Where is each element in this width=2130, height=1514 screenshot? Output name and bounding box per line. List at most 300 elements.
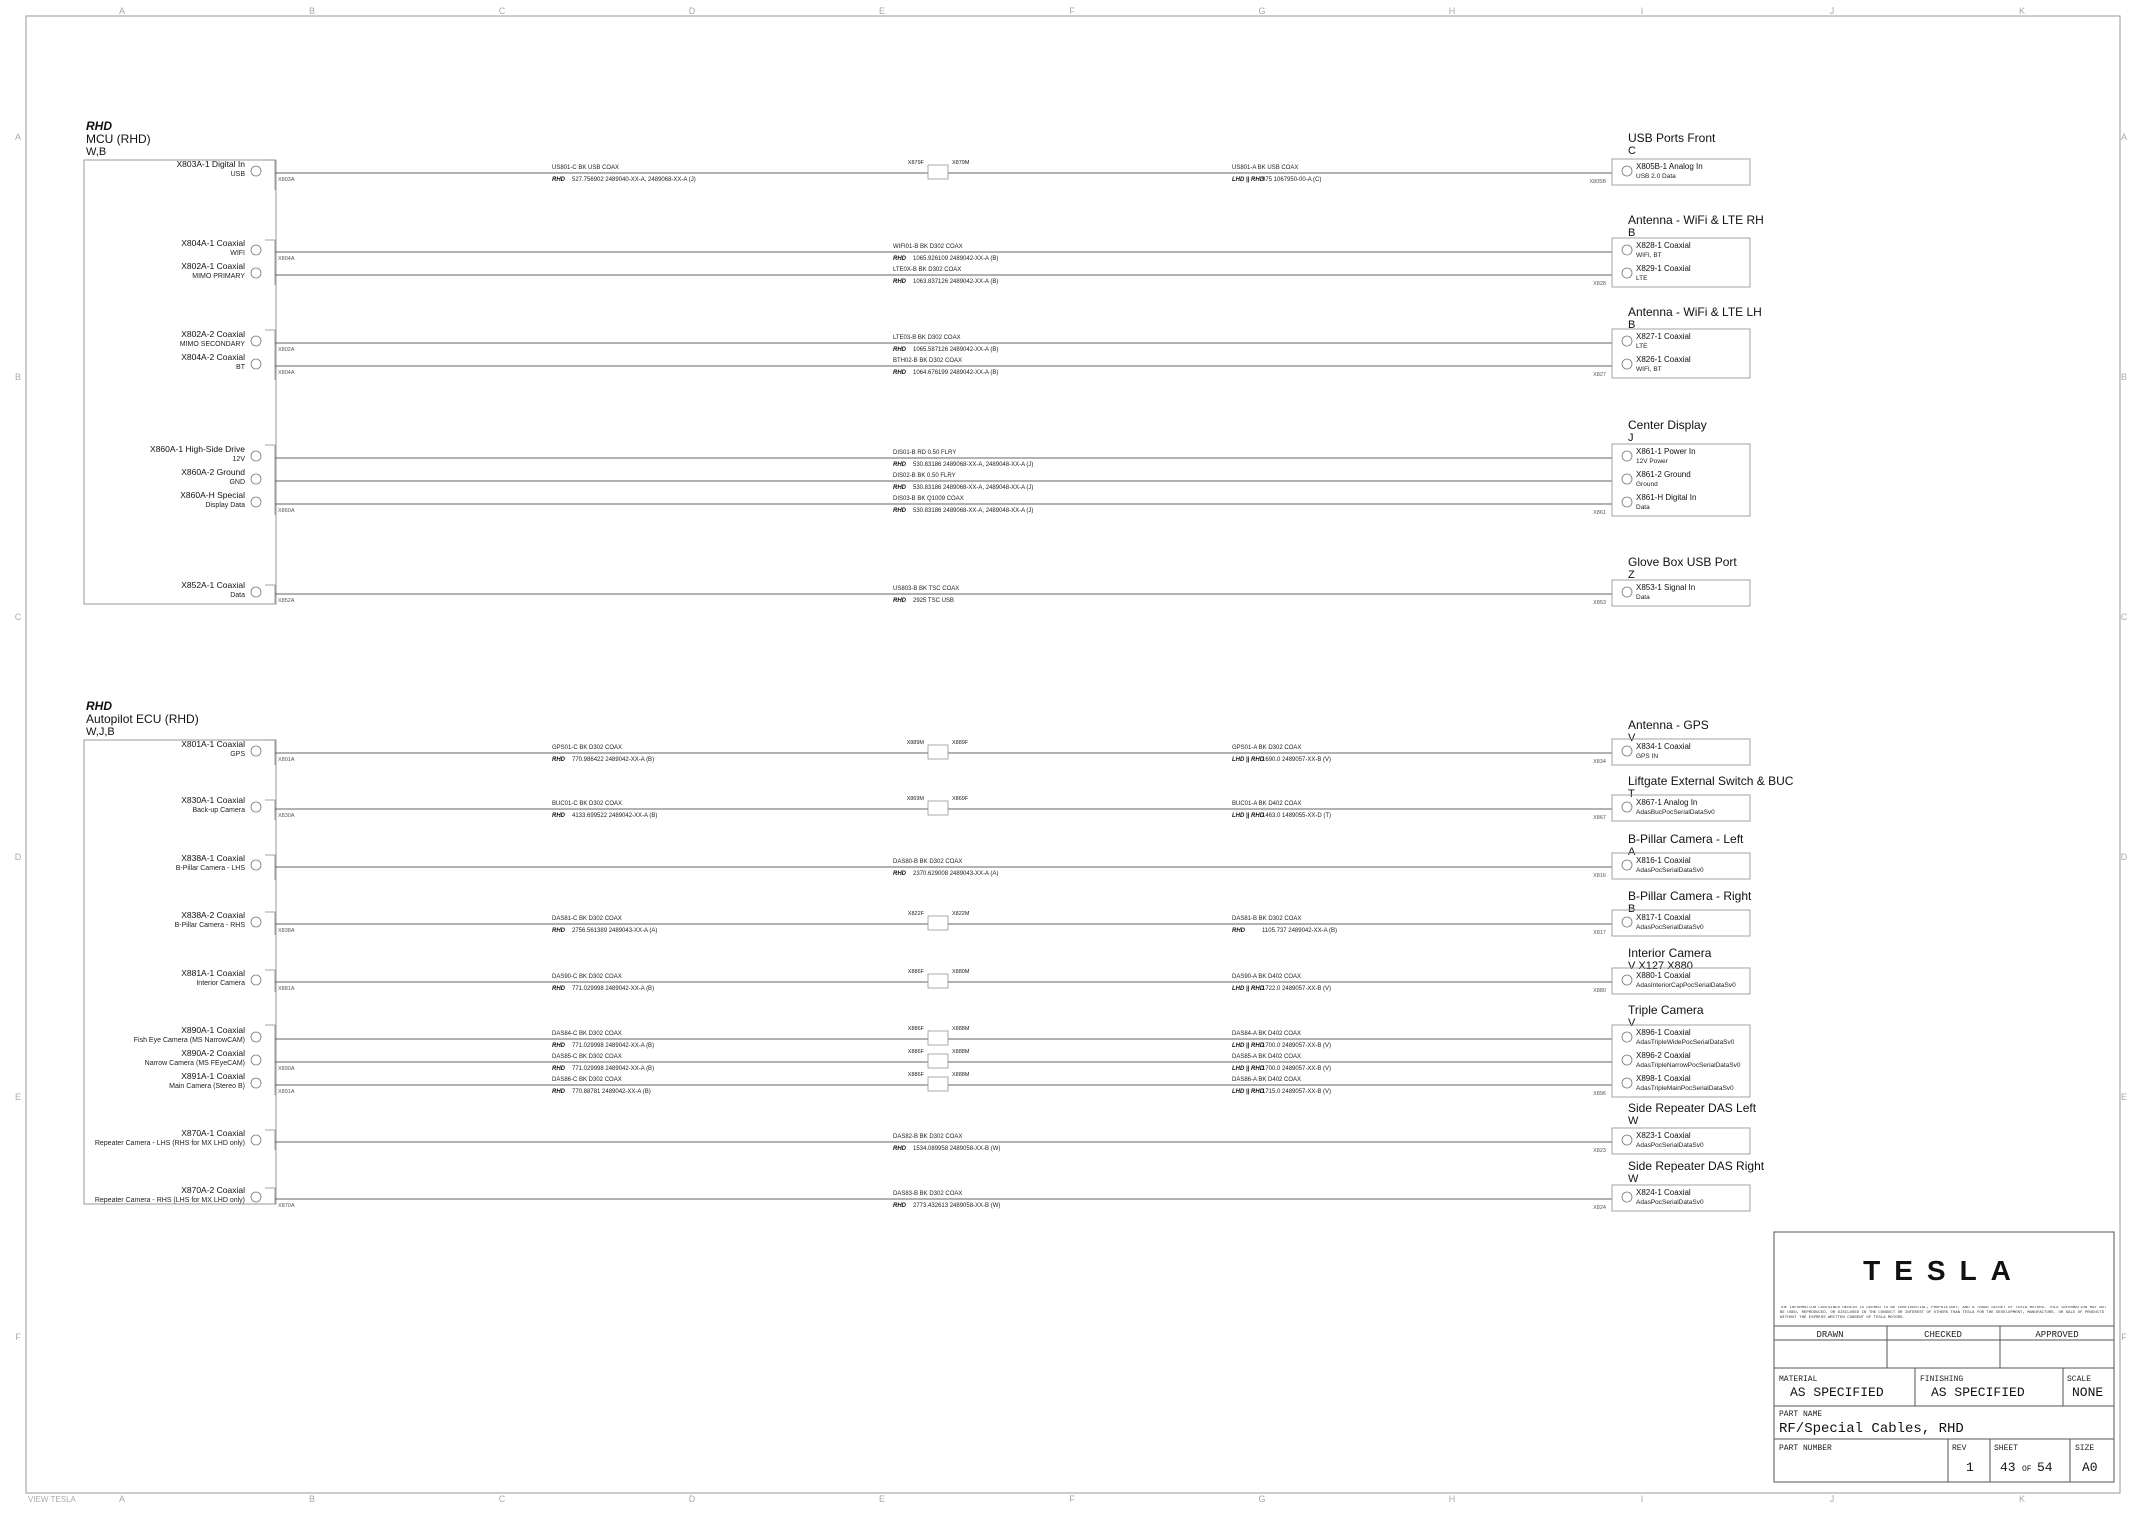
grid-col-label: I: [1640, 6, 1644, 16]
left-pin-id: X890A-1 Coaxial: [181, 1025, 245, 1035]
component-title: Liftgate External Switch & BUC: [1628, 774, 1794, 788]
connector-bracket: [265, 1188, 275, 1204]
wire-harness-info: 1065.587126 2489042-XX-A (B): [913, 347, 999, 353]
right-pin-terminal: [1622, 860, 1632, 870]
inline-connector-id: X879M: [952, 160, 970, 166]
grid-col-label: E: [878, 1494, 886, 1504]
left-connector-id: X891A: [278, 1089, 295, 1095]
inline-connector-id: X822F: [907, 911, 924, 917]
grid-row-label: A: [2120, 132, 2128, 142]
wires: [275, 160, 1612, 1209]
right-components: [1589, 131, 1793, 1211]
left-pin-function: Repeater Camera - RHS (LHS for MX LHD only): [94, 1197, 245, 1204]
right-connector-id: X853: [1593, 600, 1606, 606]
grid-row-label: E: [14, 1092, 22, 1102]
right-connector-id: X823: [1593, 1148, 1606, 1154]
sheet-total: 54: [2037, 1460, 2053, 1475]
material-label: MATERIAL: [1779, 1375, 1818, 1384]
wire-harness-info: 530.83186 2489068-XX-A, 2489048-XX-A (J): [913, 462, 1034, 468]
left-connector-id: X838A: [278, 928, 295, 934]
grid-col-label: E: [878, 6, 886, 16]
wire-spec: GPS01-A BK D302 COAX: [1232, 745, 1302, 751]
wire-spec: US801-A BK USB COAX: [1232, 165, 1299, 171]
wire-harness-info: 770.88781 2489042-XX-A (B): [572, 1089, 651, 1095]
wire-harness-tag: LHD || RHD: [1232, 986, 1265, 992]
component-location: B: [1628, 227, 1636, 239]
size-value: A0: [2082, 1460, 2098, 1475]
right-pin-id: X816-1 Coaxial: [1636, 856, 1691, 865]
wire-harness-tag: LHD || RHD: [1232, 1089, 1265, 1095]
right-pin-id: X824-1 Coaxial: [1636, 1188, 1691, 1197]
grid-col-label: B: [308, 6, 316, 16]
grid-col-label: F: [1069, 6, 1075, 16]
wire-harness-info: 530.83186 2489068-XX-A, 2489048-XX-A (J): [913, 508, 1034, 514]
wire-harness-tag: RHD: [893, 1203, 906, 1209]
wire-spec: GPS01-C BK D302 COAX: [552, 745, 623, 751]
right-pin-function: Data: [1636, 504, 1650, 511]
tesla-logo: TESLA: [1863, 1255, 2025, 1286]
component-title: B-Pillar Camera - Right: [1628, 889, 1752, 903]
wire-harness-info: 1700.0 2489057-XX-B (V): [1262, 1043, 1332, 1049]
left-pin-id: X802A-2 Coaxial: [181, 329, 245, 339]
left-pin-terminal: [251, 359, 261, 369]
left-pin-id: X838A-2 Coaxial: [181, 910, 245, 920]
left-pin-id: X802A-1 Coaxial: [181, 261, 245, 271]
left-pin-terminal: [251, 975, 261, 985]
right-pin-function: AdasPocSerialDataSv0: [1636, 924, 1704, 931]
connector-bracket: [265, 740, 275, 765]
inline-connector: [928, 1077, 948, 1091]
left-pin-id: X881A-1 Coaxial: [181, 968, 245, 978]
grid-row-label: D: [14, 852, 22, 862]
inline-connector: [928, 916, 948, 930]
left-pin-function: Interior Camera: [196, 980, 245, 987]
left-pin-function: USB: [230, 171, 245, 178]
right-pin-terminal: [1622, 245, 1632, 255]
wire-harness-tag: RHD: [893, 508, 906, 514]
wire-harness-info: 2370.629008 2489043-XX-A (A): [913, 871, 999, 877]
left-pin-function: Repeater Camera - LHS (RHS for MX LHD only): [94, 1140, 245, 1147]
left-pin-terminal: [251, 587, 261, 597]
wire-harness-tag: RHD: [552, 986, 565, 992]
grid-row-label: B: [2120, 372, 2128, 382]
right-pin-id: X827-1 Coaxial: [1636, 332, 1691, 341]
connector-bracket: [265, 970, 275, 992]
right-pin-id: X896-1 Coaxial: [1636, 1028, 1691, 1037]
left-pin-terminal: [251, 497, 261, 507]
left-pin-function: GND: [229, 479, 245, 486]
wire-harness-info: 1715.0 2489057-XX-B (V): [1262, 1089, 1332, 1095]
right-pin-function: AdasInteriorCapPocSerialDataSv0: [1636, 982, 1736, 989]
wire-spec: BUC01-C BK D302 COAX: [552, 801, 623, 807]
inline-connector: [928, 1031, 948, 1045]
right-pin-function: AdasPocSerialDataSv0: [1636, 1142, 1704, 1149]
grid-col-label: D: [688, 1494, 696, 1504]
wire-spec: LTE03-B BK D302 COAX: [893, 335, 961, 341]
left-connector-id: X803A: [278, 177, 295, 183]
wire-harness-tag: LHD || RHD: [1232, 177, 1265, 183]
component-location: W: [1628, 1115, 1639, 1127]
left-pin-id: X830A-1 Coaxial: [181, 795, 245, 805]
inline-connector-id: X869M: [906, 796, 924, 802]
wire-harness-info: 1463.0 1489055-XX-D (T): [1262, 813, 1332, 819]
left-pin-terminal: [251, 336, 261, 346]
grid-col-label: G: [1258, 6, 1266, 16]
left-pin-id: X860A-2 Ground: [181, 467, 245, 477]
inline-connector-id: X879F: [907, 160, 924, 166]
wire-harness-tag: RHD: [552, 1066, 565, 1072]
rev-label: REV: [1952, 1444, 1967, 1453]
left-pin-terminal: [251, 746, 261, 756]
connector-bracket: [265, 1130, 275, 1150]
left-connector-id: X860A: [278, 508, 295, 514]
left-pin-terminal: [251, 1192, 261, 1202]
wire-spec: DAS86-C BK D302 COAX: [552, 1077, 622, 1083]
sheet-label: SHEET: [1994, 1444, 2019, 1453]
scale-label: SCALE: [2067, 1375, 2092, 1384]
wire-spec: DAS86-A BK D402 COAX: [1232, 1077, 1302, 1083]
left-pin-function: B-Pillar Camera - RHS: [174, 922, 245, 929]
connector-bracket: [265, 160, 275, 190]
component-location: T: [1628, 788, 1635, 800]
confidential-notice: THE INFORMATION CONTAINED HEREIN IS DEEMED TO BE CONFIDENTIAL, PROPRIETARY, AND A TRADE SECRET OF TESLA MOTORS. THIS INFORMATION MAY NOT BE USED, REPRODUCED, OR DISCLOSED IN THE CONDUCT OR INTEREST OF OTHERS THAN TESLA FOR THE DEVELOPMENT, MANUFACTURE, OR SALE OF PRODUCTS WITHOUT THE EXPRESS WRITTEN CONSENT OF TESLA MOTORS.: [1780, 1306, 2107, 1320]
section-tag: RHD: [86, 699, 112, 713]
grid-col-label: H: [1448, 6, 1456, 16]
left-connector-id: X852A: [278, 598, 295, 604]
right-connector-id: X834: [1593, 759, 1606, 765]
right-pin-function: GPS IN: [1636, 753, 1659, 760]
wire-harness-info: 527.756902 2489040-XX-A, 2489068-XX-A (J): [572, 177, 696, 183]
wire-harness-info: 1690.0 2489057-XX-B (V): [1262, 757, 1332, 763]
wire-harness-tag: RHD: [893, 256, 906, 262]
wire-harness-tag: RHD: [893, 598, 906, 604]
wire-harness-info: 2925 TSC USB: [913, 598, 954, 604]
section-autopilot: [86, 699, 199, 738]
section-title: Autopilot ECU (RHD): [86, 712, 199, 726]
right-pin-function: AdasTripleNarrowPocSerialDataSv0: [1636, 1062, 1741, 1069]
wire-harness-tag: LHD || RHD: [1232, 757, 1265, 763]
right-pin-id: X817-1 Coaxial: [1636, 913, 1691, 922]
right-connector-id: X824: [1593, 1205, 1606, 1211]
component-title: Side Repeater DAS Left: [1628, 1101, 1757, 1115]
inline-connector-id: X888M: [952, 1049, 970, 1055]
component-location: V X127 X880: [1628, 960, 1693, 972]
right-pin-terminal: [1622, 1135, 1632, 1145]
component-title: Glove Box USB Port: [1628, 555, 1737, 569]
wire-spec: DIS01-B RD 0.50 FLRY: [893, 450, 957, 456]
component-title: USB Ports Front: [1628, 131, 1716, 145]
left-connector-id: X830A: [278, 813, 295, 819]
wire-spec: DIS03-B BK Q1009 COAX: [893, 496, 964, 502]
wire-spec: DAS81-B BK D302 COAX: [1232, 916, 1302, 922]
left-pin-terminal: [251, 860, 261, 870]
left-pin-terminal: [251, 1032, 261, 1042]
right-pin-terminal: [1622, 268, 1632, 278]
approved-label: APPROVED: [2035, 1330, 2079, 1340]
right-connector-id: X896: [1593, 1091, 1606, 1097]
right-pin-id: X861-2 Ground: [1636, 470, 1691, 479]
wire-harness-tag: RHD: [552, 1043, 565, 1049]
left-pin-terminal: [251, 166, 261, 176]
left-pin-id: X852A-1 Coaxial: [181, 580, 245, 590]
grid-row-label: C: [14, 612, 22, 622]
wire-spec: DAS83-B BK D302 COAX: [893, 1191, 963, 1197]
connector-bracket: [265, 240, 275, 285]
wire-harness-tag: RHD: [552, 757, 565, 763]
left-connector-id: X890A: [278, 1066, 295, 1072]
right-pin-function: WIFI, BT: [1636, 366, 1662, 373]
right-pin-id: X828-1 Coaxial: [1636, 241, 1691, 250]
section-mcu: [86, 119, 151, 158]
right-pin-function: AdasTripleMainPocSerialDataSv0: [1636, 1085, 1734, 1092]
right-pin-terminal: [1622, 802, 1632, 812]
wire-harness-info: 771.029998 2489042-XX-A (B): [572, 1066, 655, 1072]
component-location: Z: [1628, 569, 1635, 581]
left-pin-function: Narrow Camera (MS FEyeCAM): [144, 1060, 245, 1067]
right-pin-id: X823-1 Coaxial: [1636, 1131, 1691, 1140]
wire-harness-tag: LHD || RHD: [1232, 1066, 1265, 1072]
grid-col-label: I: [1640, 1494, 1644, 1504]
right-pin-terminal: [1622, 1032, 1632, 1042]
right-pin-terminal: [1622, 917, 1632, 927]
component-title: Center Display: [1628, 418, 1707, 432]
left-pin-id: X803A-1 Digital In: [176, 159, 245, 169]
left-pin-id: X860A-H Special: [180, 490, 245, 500]
right-pin-id: X834-1 Coaxial: [1636, 742, 1691, 751]
right-pin-id: X861-1 Power In: [1636, 447, 1696, 456]
left-pin-terminal: [251, 1055, 261, 1065]
sheet-number: 43: [2000, 1460, 2016, 1475]
left-pin-terminal: [251, 268, 261, 278]
component-location: J: [1628, 432, 1634, 444]
right-pin-terminal: [1622, 1192, 1632, 1202]
left-pin-id: X860A-1 High-Side Drive: [150, 444, 245, 454]
connector-bracket: [265, 1025, 275, 1095]
wire-harness-info: 2773.432613 2489058-XX-B (W): [913, 1203, 1001, 1209]
section-location: W,B: [86, 146, 107, 158]
grid-col-label: H: [1448, 1494, 1456, 1504]
grid-col-label: C: [498, 6, 506, 16]
component-location: V: [1628, 1017, 1636, 1029]
wire-harness-tag: RHD: [893, 347, 906, 353]
wire-harness-info: 4133.699522 2489042-XX-A (B): [572, 813, 658, 819]
component-title: Interior Camera: [1628, 946, 1712, 960]
grid-row-label: F: [15, 1332, 21, 1342]
wire-harness-info: 530.83186 2489068-XX-A, 2489048-XX-A (J): [913, 485, 1034, 491]
left-pin-terminal: [251, 451, 261, 461]
wire-harness-info: 771.029998 2489042-XX-A (B): [572, 986, 655, 992]
wire-harness-info: 1065.926109 2489042-XX-A (B): [913, 256, 999, 262]
wire-harness-tag: LHD || RHD: [1232, 813, 1265, 819]
component-title: B-Pillar Camera - Left: [1628, 832, 1744, 846]
right-pin-function: AdasPocSerialDataSv0: [1636, 867, 1704, 874]
wire-spec: DAS84-C BK D302 COAX: [552, 1031, 622, 1037]
wire-spec: WIFI01-B BK D302 COAX: [893, 244, 963, 250]
right-pin-function: USB 2.0 Data: [1636, 173, 1676, 180]
inline-connector-id: X886F: [907, 1049, 924, 1055]
right-pin-id: X826-1 Coaxial: [1636, 355, 1691, 364]
component-title: Antenna - WiFi & LTE RH: [1628, 213, 1764, 227]
right-pin-function: Ground: [1636, 481, 1658, 488]
component-title: Triple Camera: [1628, 1003, 1704, 1017]
right-pin-id: X805B-1 Analog In: [1636, 162, 1703, 171]
wire-spec: BTH02-B BK D302 COAX: [893, 358, 963, 364]
left-connector-id: X870A: [278, 1203, 295, 1209]
right-pin-terminal: [1622, 975, 1632, 985]
component-location: B: [1628, 319, 1636, 331]
wire-harness-tag: RHD: [552, 177, 565, 183]
wire-harness-tag: RHD: [552, 1089, 565, 1095]
wire-harness-info: 1064.676199 2489042-XX-A (B): [913, 370, 999, 376]
wire-spec: DAS80-B BK D302 COAX: [893, 859, 963, 865]
part-name-label: PART NAME: [1779, 1410, 1823, 1419]
wire-harness-tag: LHD || RHD: [1232, 1043, 1265, 1049]
right-pin-terminal: [1622, 1055, 1632, 1065]
wire-spec: BUC01-A BK D402 COAX: [1232, 801, 1302, 807]
inline-connector-id: X869F: [952, 796, 969, 802]
size-label: SIZE: [2075, 1444, 2095, 1453]
wire-spec: DAS90-A BK D402 COAX: [1232, 974, 1302, 980]
right-connector-id: X828: [1593, 281, 1606, 287]
mcu-module-box: [84, 160, 276, 604]
right-pin-function: LTE: [1636, 343, 1648, 350]
drawn-label: DRAWN: [1816, 1330, 1844, 1340]
right-pin-terminal: [1622, 166, 1632, 176]
right-pin-terminal: [1622, 1078, 1632, 1088]
material-value: AS SPECIFIED: [1790, 1385, 1884, 1400]
wire-spec: US801-C BK USB COAX: [552, 165, 620, 171]
grid-col-label: A: [118, 6, 126, 16]
wire-harness-tag: RHD: [893, 370, 906, 376]
inline-connector-id: X886F: [907, 1072, 924, 1078]
component-title: Antenna - GPS: [1628, 718, 1709, 732]
right-pin-terminal: [1622, 746, 1632, 756]
wire-spec: DIS02-B BK 0.50 FLRY: [893, 473, 956, 479]
right-pin-id: X898-1 Coaxial: [1636, 1074, 1691, 1083]
inline-connector: [928, 165, 948, 179]
left-pin-function: WIFI: [230, 250, 245, 257]
right-pin-function: LTE: [1636, 275, 1648, 282]
wire-harness-tag: RHD: [552, 813, 565, 819]
section-tag: RHD: [86, 119, 112, 133]
wire-spec: US803-B BK TSC COAX: [893, 586, 960, 592]
component-location: B: [1628, 903, 1636, 915]
connector-bracket: [265, 445, 275, 515]
inline-connector-id: X886F: [907, 1026, 924, 1032]
left-pin-terminal: [251, 474, 261, 484]
left-connector-id: X804A: [278, 370, 295, 376]
sheet-of: OF: [2022, 1465, 2032, 1474]
right-pin-function: AdasPocSerialDataSv0: [1636, 1199, 1704, 1206]
grid-col-label: G: [1258, 1494, 1266, 1504]
inline-connector: [928, 801, 948, 815]
rev-value: 1: [1966, 1460, 1974, 1475]
component-location: A: [1628, 846, 1636, 858]
grid-row-label: B: [14, 372, 22, 382]
scale-value: NONE: [2072, 1385, 2104, 1400]
right-connector-id: X861: [1593, 510, 1606, 516]
finishing-label: FINISHING: [1920, 1375, 1964, 1384]
left-pin-function: Data: [230, 592, 245, 599]
right-connector-id: X880: [1593, 988, 1606, 994]
connector-bracket: [265, 912, 275, 935]
left-pin-function: GPS: [230, 751, 245, 758]
wire-spec: DAS82-B BK D302 COAX: [893, 1134, 963, 1140]
left-pin-function: Back-up Camera: [192, 807, 245, 814]
section-location: W,J,B: [86, 726, 115, 738]
wire-harness-tag: RHD: [893, 485, 906, 491]
wire-spec: DAS81-C BK D302 COAX: [552, 916, 622, 922]
right-pin-terminal: [1622, 497, 1632, 507]
right-pin-terminal: [1622, 451, 1632, 461]
left-pin-terminal: [251, 917, 261, 927]
connector-bracket: [265, 330, 275, 380]
right-pin-id: X853-1 Signal In: [1636, 583, 1696, 592]
right-pin-function: 12V Power: [1636, 458, 1668, 465]
left-pin-id: X801A-1 Coaxial: [181, 739, 245, 749]
left-connector-id: X881A: [278, 986, 295, 992]
right-pin-function: AdasTripleWidePocSerialDataSv0: [1636, 1039, 1735, 1046]
grid-col-label: D: [688, 6, 696, 16]
left-pin-function: Main Camera (Stereo B): [169, 1083, 245, 1090]
component-title: Antenna - WiFi & LTE LH: [1628, 305, 1762, 319]
wire-harness-tag: RHD: [1232, 928, 1245, 934]
connector-bracket: [265, 855, 275, 880]
right-connector-id: X817: [1593, 930, 1606, 936]
grid-col-label: K: [2018, 6, 2026, 16]
grid-col-label: A: [118, 1494, 126, 1504]
right-pin-function: AdasBucPocSerialDataSv0: [1636, 809, 1715, 816]
right-connector-id: X805B: [1589, 179, 1606, 185]
right-pin-terminal: [1622, 587, 1632, 597]
left-connector-id: X801A: [278, 757, 295, 763]
wire-spec: DAS85-C BK D302 COAX: [552, 1054, 622, 1060]
inline-connector-id: X886F: [907, 969, 924, 975]
left-pin-function: MIMO PRIMARY: [192, 273, 245, 280]
grid-row-label: C: [2120, 612, 2128, 622]
finishing-value: AS SPECIFIED: [1931, 1385, 2025, 1400]
grid-row-label: F: [2121, 1332, 2127, 1342]
left-pin-id: X890A-2 Coaxial: [181, 1048, 245, 1058]
left-pin-id: X838A-1 Coaxial: [181, 853, 245, 863]
wire-harness-info: 770.986422 2489042-XX-A (B): [572, 757, 655, 763]
wire-spec: DAS85-A BK D402 COAX: [1232, 1054, 1302, 1060]
part-number-label: PART NUMBER: [1779, 1444, 1832, 1453]
left-pin-terminal: [251, 245, 261, 255]
left-pin-function: 12V: [232, 456, 245, 463]
wire-harness-info: 2756.561389 2489043-XX-A (A): [572, 928, 658, 934]
left-pin-function: MIMO SECONDARY: [179, 341, 245, 348]
wire-spec: LTE0X-B BK D302 COAX: [893, 267, 962, 273]
wire-harness-info: 975 1067950-00-A (C): [1262, 177, 1322, 183]
title-block: [1774, 1232, 2114, 1482]
grid-row-label: D: [2120, 852, 2128, 862]
left-pin-id: X891A-1 Coaxial: [181, 1071, 245, 1081]
grid-col-label: J: [1829, 6, 1835, 16]
right-pin-terminal: [1622, 359, 1632, 369]
grid-col-label: J: [1829, 1494, 1835, 1504]
right-pin-terminal: [1622, 474, 1632, 484]
component-location: W: [1628, 1173, 1639, 1185]
right-connector-id: X816: [1593, 873, 1606, 879]
inline-connector-id: X880M: [952, 969, 970, 975]
right-pin-id: X896-2 Coaxial: [1636, 1051, 1691, 1060]
wire-harness-tag: RHD: [552, 928, 565, 934]
left-connector-id: X804A: [278, 256, 295, 262]
part-name-value: RF/Special Cables, RHD: [1779, 1421, 1964, 1437]
left-connector-id: X802A: [278, 347, 295, 353]
inline-connector: [928, 1054, 948, 1068]
